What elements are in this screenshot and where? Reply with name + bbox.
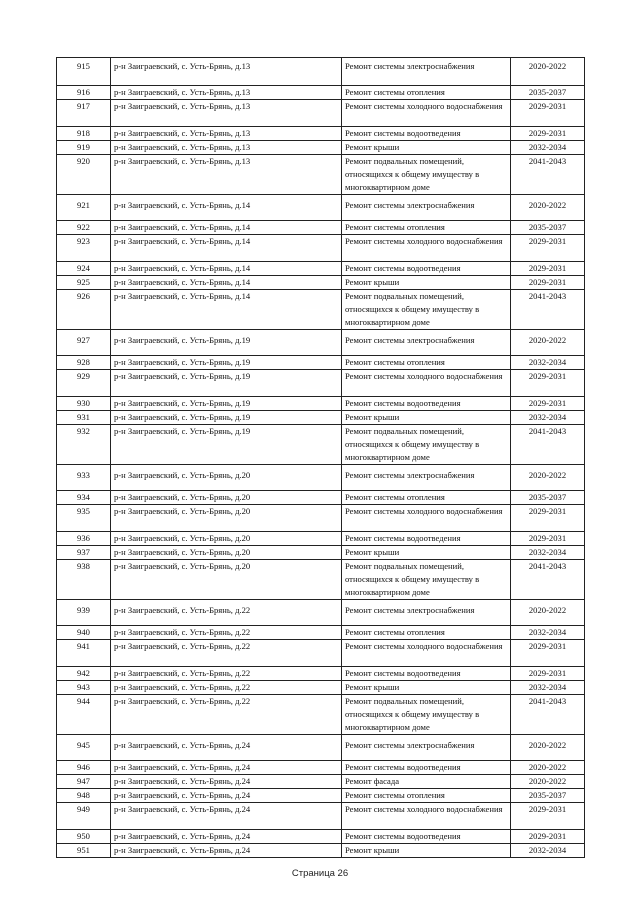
table-row xyxy=(57,290,585,330)
table-row xyxy=(57,681,585,695)
table-row xyxy=(57,761,585,775)
table-row xyxy=(57,735,585,761)
row-address: р-н Заиграевский, с. Усть-Брянь, д.14 xyxy=(111,235,342,262)
table-row xyxy=(57,195,585,221)
row-work-type: Ремонт крыши xyxy=(342,141,511,155)
row-period: 2020-2022 xyxy=(511,600,585,626)
table-row xyxy=(57,235,585,262)
row-address: р-н Заиграевский, с. Усть-Брянь, д.13 xyxy=(111,100,342,127)
row-address: р-н Заиграевский, с. Усть-Брянь, д.19 xyxy=(111,370,342,397)
row-number: 941 xyxy=(57,640,111,667)
table-row xyxy=(57,465,585,491)
row-address: р-н Заиграевский, с. Усть-Брянь, д.13 xyxy=(111,58,342,86)
row-period: 2029-2031 xyxy=(511,830,585,844)
row-number: 948 xyxy=(57,789,111,803)
table-body xyxy=(57,58,585,858)
row-work-type: Ремонт крыши xyxy=(342,276,511,290)
table-row xyxy=(57,491,585,505)
row-address: р-н Заиграевский, с. Усть-Брянь, д.22 xyxy=(111,667,342,681)
row-address: р-н Заиграевский, с. Усть-Брянь, д.19 xyxy=(111,397,342,411)
row-work-type: Ремонт системы водоотведения xyxy=(342,127,511,141)
row-work-type: Ремонт крыши xyxy=(342,681,511,695)
row-period: 2020-2022 xyxy=(511,761,585,775)
row-period: 2032-2034 xyxy=(511,681,585,695)
table-row xyxy=(57,505,585,532)
row-address: р-н Заиграевский, с. Усть-Брянь, д.14 xyxy=(111,262,342,276)
row-work-type: Ремонт системы электроснабжения xyxy=(342,58,511,86)
row-work-type: Ремонт системы отопления xyxy=(342,491,511,505)
page-number: Страница 26 xyxy=(291,868,349,879)
row-number: 940 xyxy=(57,626,111,640)
row-period: 2029-2031 xyxy=(511,235,585,262)
row-period: 2029-2031 xyxy=(511,397,585,411)
row-address: р-н Заиграевский, с. Усть-Брянь, д.20 xyxy=(111,560,342,600)
row-address: р-н Заиграевский, с. Усть-Брянь, д.20 xyxy=(111,546,342,560)
row-period: 2032-2034 xyxy=(511,546,585,560)
row-number: 942 xyxy=(57,667,111,681)
row-work-type: Ремонт системы электроснабжения xyxy=(342,600,511,626)
table-row xyxy=(57,397,585,411)
row-work-type: Ремонт системы водоотведения xyxy=(342,397,511,411)
table-row xyxy=(57,789,585,803)
row-number: 944 xyxy=(57,695,111,735)
table-row xyxy=(57,330,585,356)
row-work-type: Ремонт подвальных помещений, относящихся к общему имуществу в многоквартирном доме xyxy=(342,155,511,195)
row-address: р-н Заиграевский, с. Усть-Брянь, д.22 xyxy=(111,695,342,735)
row-period: 2032-2034 xyxy=(511,356,585,370)
table-row xyxy=(57,425,585,465)
row-period: 2041-2043 xyxy=(511,695,585,735)
table-row xyxy=(57,370,585,397)
row-work-type: Ремонт подвальных помещений, относящихся к общему имуществу в многоквартирном доме xyxy=(342,425,511,465)
row-number: 923 xyxy=(57,235,111,262)
row-address: р-н Заиграевский, с. Усть-Брянь, д.14 xyxy=(111,221,342,235)
row-address: р-н Заиграевский, с. Усть-Брянь, д.20 xyxy=(111,532,342,546)
row-work-type: Ремонт подвальных помещений, относящихся к общему имуществу в многоквартирном доме xyxy=(342,290,511,330)
row-address: р-н Заиграевский, с. Усть-Брянь, д.20 xyxy=(111,465,342,491)
row-address: р-н Заиграевский, с. Усть-Брянь, д.14 xyxy=(111,276,342,290)
table-row xyxy=(57,262,585,276)
row-work-type: Ремонт системы холодного водоснабжения xyxy=(342,235,511,262)
table-row xyxy=(57,356,585,370)
row-period: 2035-2037 xyxy=(511,86,585,100)
table-row xyxy=(57,141,585,155)
row-address: р-н Заиграевский, с. Усть-Брянь, д.24 xyxy=(111,844,342,858)
row-address: р-н Заиграевский, с. Усть-Брянь, д.19 xyxy=(111,330,342,356)
row-work-type: Ремонт системы водоотведения xyxy=(342,761,511,775)
row-number: 936 xyxy=(57,532,111,546)
table-row xyxy=(57,560,585,600)
table-row xyxy=(57,221,585,235)
row-number: 929 xyxy=(57,370,111,397)
row-address: р-н Заиграевский, с. Усть-Брянь, д.24 xyxy=(111,803,342,830)
row-number: 916 xyxy=(57,86,111,100)
table-row xyxy=(57,844,585,858)
row-address: р-н Заиграевский, с. Усть-Брянь, д.22 xyxy=(111,626,342,640)
row-work-type: Ремонт системы водоотведения xyxy=(342,830,511,844)
row-number: 917 xyxy=(57,100,111,127)
table-row xyxy=(57,695,585,735)
row-address: р-н Заиграевский, с. Усть-Брянь, д.22 xyxy=(111,681,342,695)
row-work-type: Ремонт системы электроснабжения xyxy=(342,195,511,221)
table-row xyxy=(57,411,585,425)
row-period: 2020-2022 xyxy=(511,195,585,221)
row-period: 2032-2034 xyxy=(511,626,585,640)
table-row xyxy=(57,546,585,560)
row-address: р-н Заиграевский, с. Усть-Брянь, д.24 xyxy=(111,830,342,844)
row-period: 2041-2043 xyxy=(511,290,585,330)
row-work-type: Ремонт фасада xyxy=(342,775,511,789)
row-work-type: Ремонт системы отопления xyxy=(342,789,511,803)
row-period: 2029-2031 xyxy=(511,667,585,681)
row-number: 927 xyxy=(57,330,111,356)
row-address: р-н Заиграевский, с. Усть-Брянь, д.24 xyxy=(111,761,342,775)
row-address: р-н Заиграевский, с. Усть-Брянь, д.13 xyxy=(111,141,342,155)
row-number: 937 xyxy=(57,546,111,560)
repair-schedule-table xyxy=(56,57,585,858)
row-work-type: Ремонт системы холодного водоснабжения xyxy=(342,803,511,830)
row-period: 2035-2037 xyxy=(511,221,585,235)
row-work-type: Ремонт системы электроснабжения xyxy=(342,735,511,761)
row-address: р-н Заиграевский, с. Усть-Брянь, д.13 xyxy=(111,155,342,195)
row-period: 2029-2031 xyxy=(511,640,585,667)
row-period: 2029-2031 xyxy=(511,505,585,532)
row-period: 2020-2022 xyxy=(511,775,585,789)
row-number: 920 xyxy=(57,155,111,195)
row-work-type: Ремонт крыши xyxy=(342,546,511,560)
row-number: 946 xyxy=(57,761,111,775)
row-work-type: Ремонт крыши xyxy=(342,411,511,425)
table-row xyxy=(57,532,585,546)
table-row xyxy=(57,86,585,100)
row-address: р-н Заиграевский, с. Усть-Брянь, д.22 xyxy=(111,640,342,667)
row-address: р-н Заиграевский, с. Усть-Брянь, д.22 xyxy=(111,600,342,626)
row-address: р-н Заиграевский, с. Усть-Брянь, д.24 xyxy=(111,735,342,761)
row-number: 918 xyxy=(57,127,111,141)
row-period: 2035-2037 xyxy=(511,789,585,803)
row-period: 2032-2034 xyxy=(511,411,585,425)
table-row xyxy=(57,127,585,141)
row-period: 2020-2022 xyxy=(511,330,585,356)
table-row xyxy=(57,626,585,640)
row-number: 939 xyxy=(57,600,111,626)
table-row xyxy=(57,100,585,127)
row-work-type: Ремонт крыши xyxy=(342,844,511,858)
row-address: р-н Заиграевский, с. Усть-Брянь, д.19 xyxy=(111,411,342,425)
row-work-type: Ремонт системы холодного водоснабжения xyxy=(342,640,511,667)
row-period: 2029-2031 xyxy=(511,803,585,830)
row-period: 2029-2031 xyxy=(511,127,585,141)
table-row xyxy=(57,640,585,667)
row-period: 2041-2043 xyxy=(511,560,585,600)
table-row xyxy=(57,600,585,626)
row-number: 926 xyxy=(57,290,111,330)
row-address: р-н Заиграевский, с. Усть-Брянь, д.20 xyxy=(111,491,342,505)
row-period: 2020-2022 xyxy=(511,465,585,491)
row-work-type: Ремонт системы отопления xyxy=(342,356,511,370)
row-work-type: Ремонт системы электроснабжения xyxy=(342,465,511,491)
row-number: 928 xyxy=(57,356,111,370)
row-work-type: Ремонт системы электроснабжения xyxy=(342,330,511,356)
row-period: 2029-2031 xyxy=(511,532,585,546)
row-work-type: Ремонт системы отопления xyxy=(342,626,511,640)
row-number: 925 xyxy=(57,276,111,290)
row-period: 2035-2037 xyxy=(511,491,585,505)
row-work-type: Ремонт системы холодного водоснабжения xyxy=(342,100,511,127)
table-row xyxy=(57,667,585,681)
table-row xyxy=(57,830,585,844)
row-number: 935 xyxy=(57,505,111,532)
row-work-type: Ремонт системы водоотведения xyxy=(342,667,511,681)
row-number: 915 xyxy=(57,58,111,86)
row-period: 2029-2031 xyxy=(511,262,585,276)
row-address: р-н Заиграевский, с. Усть-Брянь, д.20 xyxy=(111,505,342,532)
row-number: 950 xyxy=(57,830,111,844)
row-work-type: Ремонт системы отопления xyxy=(342,221,511,235)
row-period: 2029-2031 xyxy=(511,370,585,397)
row-period: 2041-2043 xyxy=(511,155,585,195)
row-work-type: Ремонт системы холодного водоснабжения xyxy=(342,370,511,397)
row-number: 943 xyxy=(57,681,111,695)
row-number: 922 xyxy=(57,221,111,235)
row-number: 947 xyxy=(57,775,111,789)
row-number: 949 xyxy=(57,803,111,830)
row-number: 938 xyxy=(57,560,111,600)
row-period: 2041-2043 xyxy=(511,425,585,465)
row-number: 951 xyxy=(57,844,111,858)
row-work-type: Ремонт системы водоотведения xyxy=(342,262,511,276)
row-number: 933 xyxy=(57,465,111,491)
row-number: 934 xyxy=(57,491,111,505)
row-address: р-н Заиграевский, с. Усть-Брянь, д.19 xyxy=(111,356,342,370)
row-number: 919 xyxy=(57,141,111,155)
row-work-type: Ремонт системы водоотведения xyxy=(342,532,511,546)
table-row xyxy=(57,803,585,830)
row-work-type: Ремонт подвальных помещений, относящихся к общему имуществу в многоквартирном доме xyxy=(342,560,511,600)
row-address: р-н Заиграевский, с. Усть-Брянь, д.14 xyxy=(111,195,342,221)
row-number: 921 xyxy=(57,195,111,221)
row-period: 2029-2031 xyxy=(511,276,585,290)
row-address: р-н Заиграевский, с. Усть-Брянь, д.19 xyxy=(111,425,342,465)
row-period: 2032-2034 xyxy=(511,141,585,155)
row-work-type: Ремонт системы холодного водоснабжения xyxy=(342,505,511,532)
row-number: 930 xyxy=(57,397,111,411)
row-address: р-н Заиграевский, с. Усть-Брянь, д.24 xyxy=(111,775,342,789)
table-row xyxy=(57,775,585,789)
row-address: р-н Заиграевский, с. Усть-Брянь, д.13 xyxy=(111,127,342,141)
table-row xyxy=(57,155,585,195)
row-number: 931 xyxy=(57,411,111,425)
row-period: 2020-2022 xyxy=(511,735,585,761)
row-number: 932 xyxy=(57,425,111,465)
row-work-type: Ремонт системы отопления xyxy=(342,86,511,100)
row-address: р-н Заиграевский, с. Усть-Брянь, д.14 xyxy=(111,290,342,330)
row-period: 2029-2031 xyxy=(511,100,585,127)
row-period: 2032-2034 xyxy=(511,844,585,858)
table-row xyxy=(57,58,585,86)
row-period: 2020-2022 xyxy=(511,58,585,86)
row-work-type: Ремонт подвальных помещений, относящихся к общему имуществу в многоквартирном доме xyxy=(342,695,511,735)
row-number: 924 xyxy=(57,262,111,276)
row-number: 945 xyxy=(57,735,111,761)
table-row xyxy=(57,276,585,290)
row-address: р-н Заиграевский, с. Усть-Брянь, д.24 xyxy=(111,789,342,803)
row-address: р-н Заиграевский, с. Усть-Брянь, д.13 xyxy=(111,86,342,100)
